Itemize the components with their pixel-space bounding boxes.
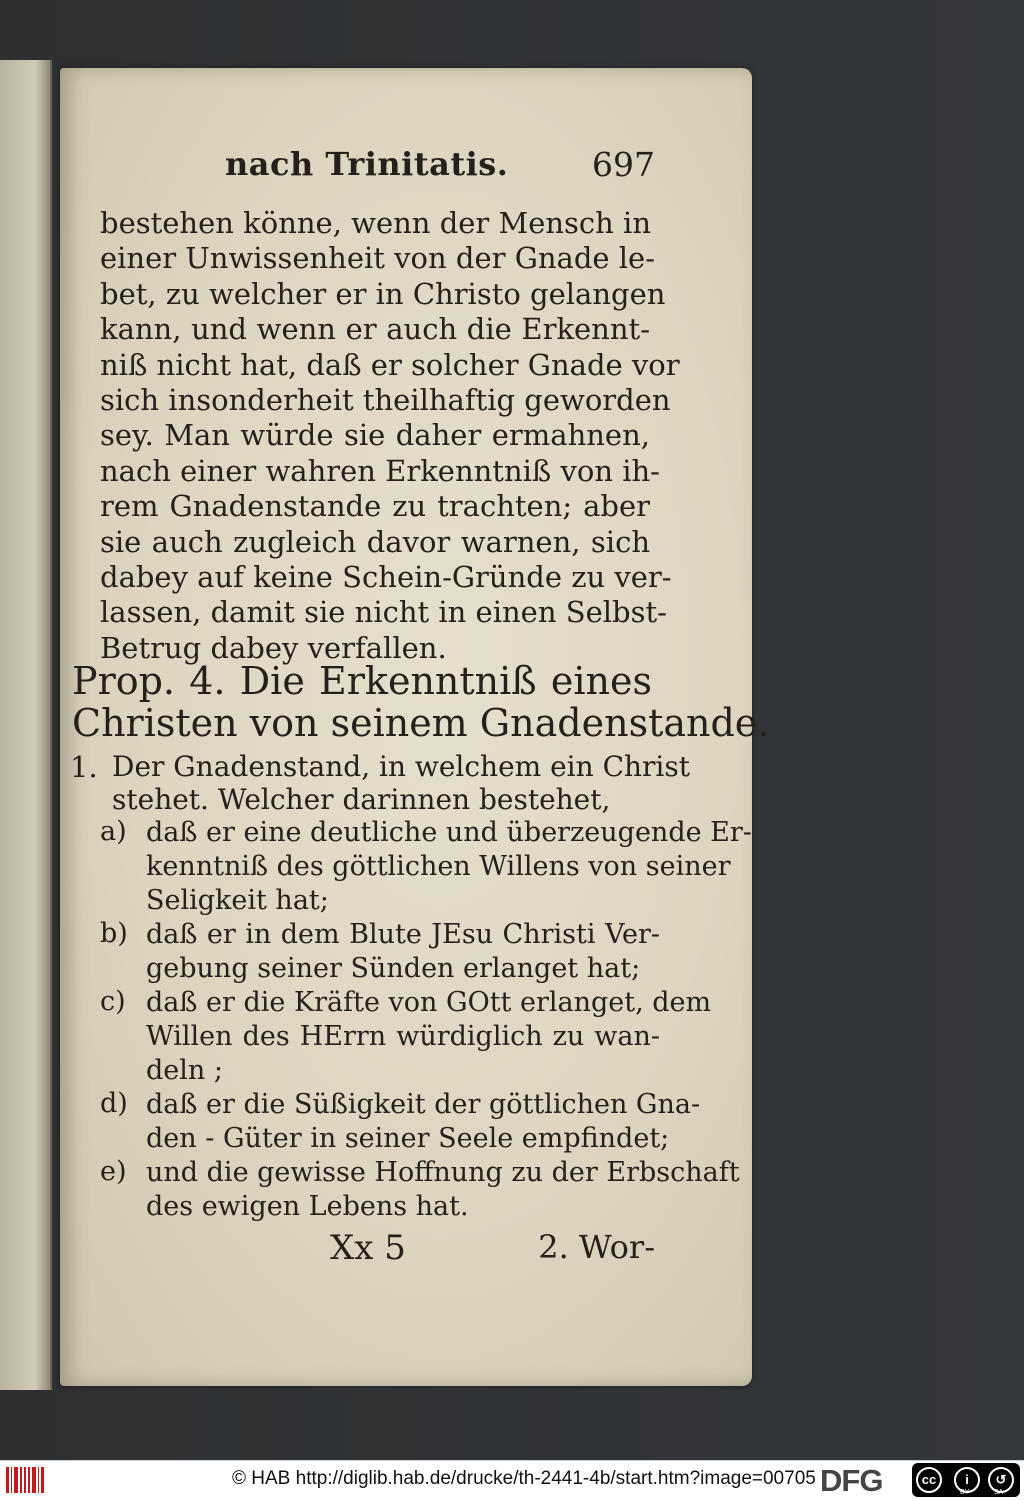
text-line: sich insonderheit theilhaftig geworden — [100, 382, 671, 417]
by-icon: i — [954, 1467, 980, 1493]
page-number: 697 — [592, 145, 655, 184]
facing-page-edge — [0, 60, 52, 1390]
running-head-title: nach Trinitatis. — [225, 145, 509, 183]
text-line: sey. Man würde sie daher ermahnen, — [100, 418, 650, 453]
sub-item-e — [100, 1156, 740, 1224]
sub-item-label: b) — [100, 918, 128, 949]
sub-item-c — [100, 986, 712, 1088]
sub-item-line: des ewigen Lebens hat. — [146, 1191, 469, 1222]
item-line: stehet. Welcher darinnen bestehet, — [112, 783, 611, 816]
license-label-sa: SA — [994, 1489, 1004, 1496]
heading-line: Prop. 4. Die Erkenntniß eines — [72, 659, 652, 703]
text-line: lassen, damit sie nicht in einen Selbst- — [100, 595, 667, 630]
numbered-list — [70, 750, 752, 1224]
sub-item-line: den - Güter in seiner Seele empfindet; — [146, 1123, 670, 1154]
heading-line: Christen von seinem Gnadenstande. — [72, 701, 770, 745]
sub-item-line: Seligkeit hat; — [146, 885, 329, 916]
text-line: niß nicht hat, daß er solcher Gnade vor — [100, 347, 680, 382]
sub-item-line: kenntniß des göttlichen Willens von seiner — [146, 851, 731, 882]
page-footer — [330, 1228, 655, 1272]
body-paragraph — [100, 206, 680, 666]
sub-item-label: c) — [100, 986, 126, 1017]
text-line: kann, und wenn er auch die Erkennt- — [100, 312, 650, 347]
running-head — [225, 145, 655, 189]
license-label-by: BY — [960, 1489, 970, 1496]
sa-icon: ↺ — [988, 1467, 1014, 1493]
sub-item-label: a) — [100, 816, 127, 847]
sub-item-d — [100, 1088, 701, 1156]
copyright-link[interactable]: © HAB http://diglib.hab.de/drucke/th-2441-4b/start.htm?image=00705 — [232, 1468, 816, 1489]
license-badge[interactable] — [912, 1463, 1020, 1497]
text-line: sie auch zugleich davor warnen, sich — [100, 524, 650, 559]
sub-item-a — [100, 816, 752, 918]
catchword: 2. Wor- — [538, 1228, 655, 1266]
sub-item-label: d) — [100, 1088, 128, 1119]
list-item-1 — [70, 750, 690, 816]
sub-item-line: gebung seiner Sünden erlanget hat; — [146, 953, 641, 984]
text-line: Betrug dabey verfallen. — [100, 630, 447, 665]
sub-item-line: und die gewisse Hoffnung zu der Erbschaft — [146, 1157, 740, 1188]
dfg-logo[interactable]: DFG — [820, 1463, 883, 1498]
sub-item-b — [100, 918, 660, 986]
signature-mark: Xx 5 — [330, 1228, 406, 1268]
text-line: rem Gnadenstande zu trachten; aber — [100, 489, 650, 524]
item-line: Der Gnadenstand, in welchem ein Christ — [112, 750, 690, 783]
item-number: 1. — [70, 750, 98, 784]
sub-item-line: Willen des HErrn würdiglich zu wan- — [146, 1021, 660, 1052]
sub-item-line: daß er eine deutliche und überzeugende Er- — [146, 817, 752, 848]
section-heading — [72, 659, 770, 745]
text-line: bet, zu welcher er in Christo gelangen — [100, 276, 666, 311]
cc-icon: cc — [916, 1467, 942, 1493]
text-line: nach einer wahren Erkenntniß von ih- — [100, 453, 660, 488]
sub-item-label: e) — [100, 1156, 127, 1187]
viewer-footer-bar — [0, 1460, 1024, 1500]
sub-item-line: daß er die Kräfte von GOtt erlanget, dem — [146, 987, 712, 1018]
text-line: dabey auf keine Schein-Gründe zu ver- — [100, 559, 672, 594]
sub-item-line: daß er die Süßigkeit der göttlichen Gna- — [146, 1089, 701, 1120]
sub-item-line: daß er in dem Blute JEsu Christi Ver- — [146, 919, 660, 950]
sub-item-line: deln ; — [146, 1055, 223, 1086]
text-line: einer Unwissenheit von der Gnade le- — [100, 241, 656, 276]
text-line: bestehen könne, wenn der Mensch in — [100, 206, 652, 240]
hab-logo-icon[interactable] — [6, 1467, 44, 1493]
